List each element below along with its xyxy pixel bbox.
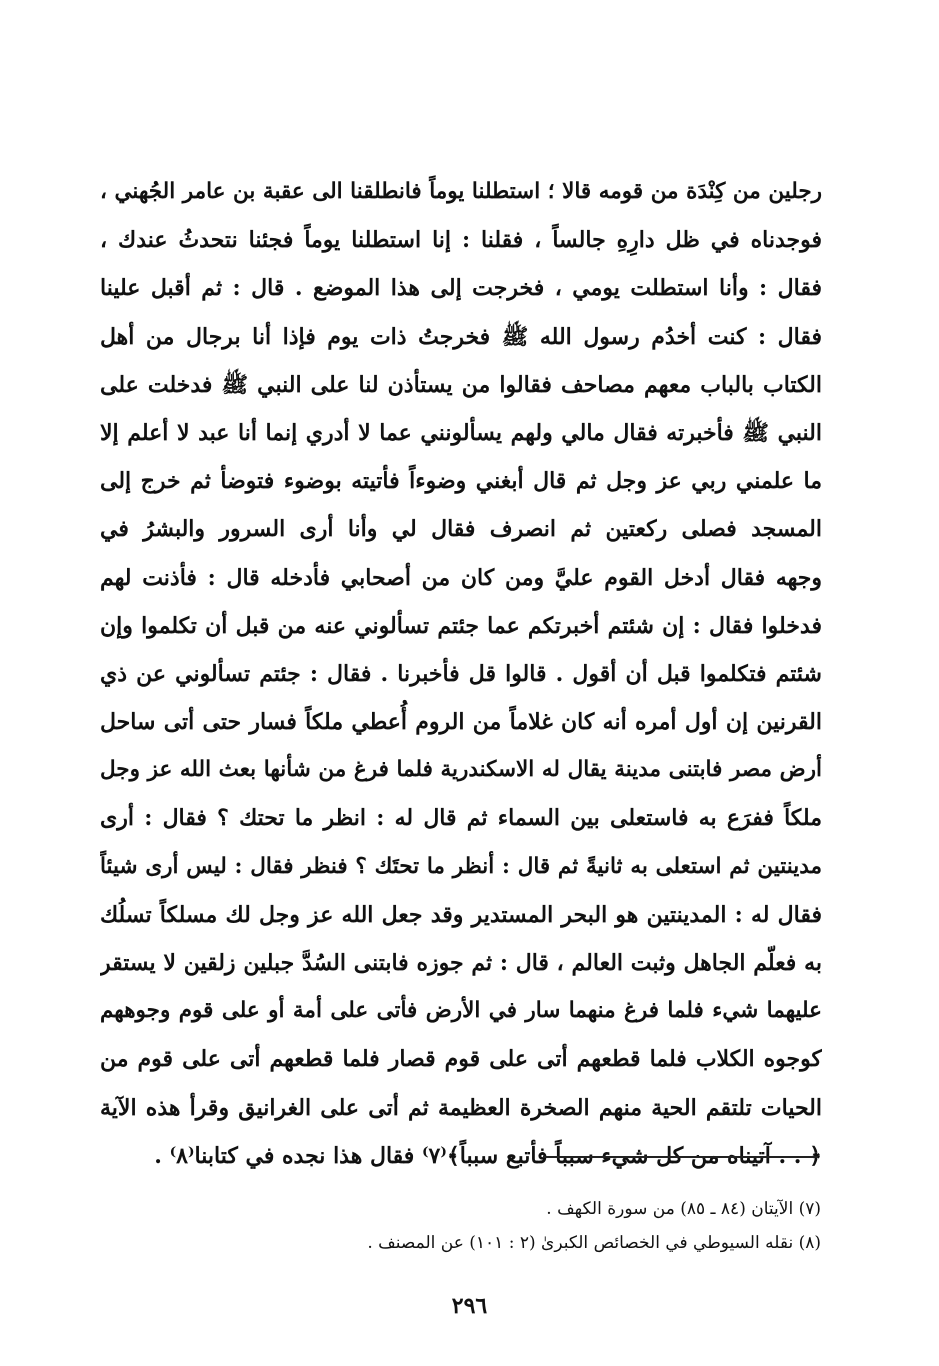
- text-line-10: فدخلوا فقال : إن شئتم أخبرتكم عما جئتم تسألوني عنه من قبل أن تكلموا وإن: [100, 612, 822, 639]
- text-line-5: الكتاب بالباب معهم مصاحف فقالوا من يستأذن لنا على النبي ﷺ فدخلت على: [100, 371, 822, 398]
- footnote-divider: [543, 1156, 818, 1158]
- page-number: ٢٩٦: [451, 1293, 488, 1319]
- text-line-4: فقال : كنت أخدُم رسول الله ﷺ فخرجتُ ذات يوم فإذا أنا برجال من أهل: [100, 323, 822, 350]
- text-line-12: القرنين إن أول أمره أنه كان غلاماً من الروم أُعطي ملكاً فسار حتى أتى ساحل: [100, 709, 822, 736]
- text-line-11: شئتم فتكلموا قبل أن أقول . قالوا قل فأخبرنا . فقال : جئتم تسألوني عن ذي: [100, 660, 822, 687]
- text-line-13: أرض مصر فابتنى مدينة يقال له الاسكندرية فلما فرغ من شأنها بعث الله عز وجل: [100, 757, 822, 783]
- footnotes: [181, 1192, 821, 1260]
- text-line-16: فقال له : المدينتين هو البحر المستدير وقد جعل الله عز وجل لك مسلكاً تسلُك: [100, 901, 822, 928]
- text-line-19: كوجوه الكلاب فلما قطعهم أتى على قوم قصار فلما قطعهم أتى على قوم من: [100, 1046, 822, 1073]
- text-line-8: المسجد فصلى ركعتين ثم انصرف فقال لي وأنا أرى السرور والبشرُ في: [100, 516, 822, 543]
- text-line-15: مدينتين ثم استعلى به ثانيةً ثم قال : أنظر ما تحتَك ؟ فنظر فقال : ليس أرى شيئاً: [100, 853, 822, 879]
- text-line-3: فقال : وأنا استطلت يومي ، فخرجت إلى هذا الموضع . قال : ثم أقبل علينا: [100, 275, 822, 302]
- text-line-7: ما علمني ربي عز وجل ثم قال أبغني وضوءاً فأتيته بوضوء فتوضأ ثم خرج إلى: [100, 468, 822, 495]
- text-line-21: ﴿ . . آتيناه من كل شيء سبباً فأتبع سبباً﴾⁽٧⁾ فقال هذا نجده في كتابنا⁽٨⁾ .: [154, 1142, 822, 1169]
- text-line-20: الحيات تلتقم الحية منهم الصخرة العظيمة ثم أتى على الغرانيق وقرأ هذه الآية: [100, 1094, 822, 1121]
- footnote-7: (٧) الآيتان (٨٤ ـ ٨٥) من سورة الكهف .: [546, 1199, 821, 1219]
- text-line-18: عليهما شيء فلما فرغ منهما سار في الأرض فأتى على أمة أو على قوم وجوههم: [100, 998, 822, 1024]
- footnote-8: (٨) نقله السيوطي في الخصائص الكبرىٰ (٢ : ١٠١) عن المصنف .: [367, 1233, 821, 1253]
- text-line-6: النبي ﷺ فأخبرته فقال مالي ولهم يسألونني عما لا أدري إنما أنا عبد لا أعلم إلا: [100, 419, 822, 446]
- text-line-1: رجلين من كِنْدَة من قومه قالا ؛ استطلنا يوماً فانطلقنا الى عقبة بن عامر الجُهني ،: [100, 179, 822, 204]
- text-line-17: به فعلّم الجاهل وثبت العالم ، قال : ثم جوزه فابتنى السُدَّ جبلين زلقين لا يستقر: [100, 950, 822, 976]
- text-line-2: فوجدناه في ظل دارِهِ جالساً ، فقلنا : إنا استطلنا يوماً فجئنا نتحدثُ عندك ،: [100, 227, 822, 254]
- main-text: [100, 168, 822, 1180]
- text-line-14: ملكاً ففرَع به فاستعلى بين السماء ثم قال له : انظر ما تحتك ؟ فقال : أرى: [100, 805, 822, 832]
- text-line-9: وجهه فقال أدخل القوم عليَّ ومن كان من أصحابي فأدخله قال : فأذنت لهم: [100, 564, 822, 591]
